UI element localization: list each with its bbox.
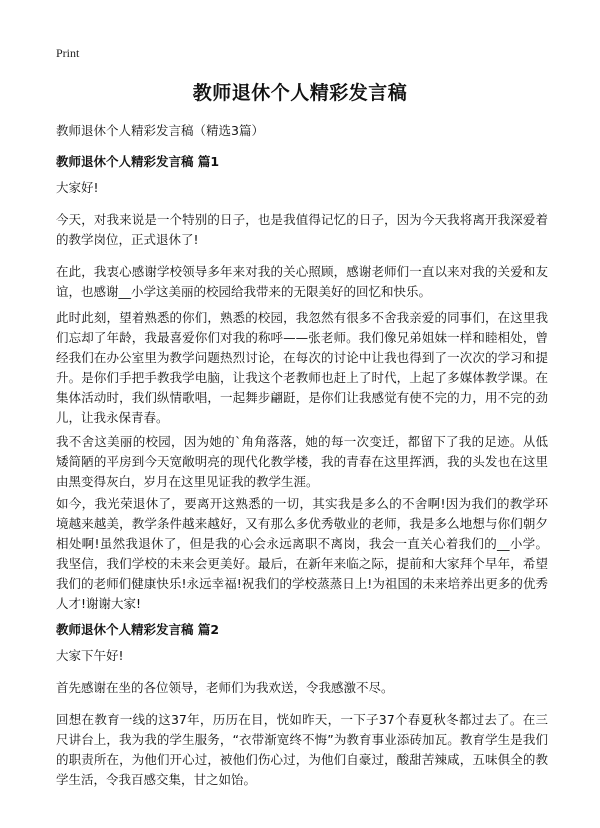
section-1-paragraph-1: 大家好! [56,180,99,195]
section-2-paragraph-1: 大家下午好! [56,648,124,663]
document-subtitle: 教师退休个人精彩发言稿（精选3篇） [56,123,264,138]
print-link[interactable]: Print [56,46,80,60]
section-1-paragraph-2: 今天，对我来说是一个特别的日子，也是我值得记忆的日子，因为今天我将离开我深爱着的教学岗位，正式退休了! [56,212,548,247]
section-2-paragraph-3: 回想在教育一线的这37年，历历在目，恍如昨天，一下子37个春夏秋冬都过去了。在三尺讲台上，我为我的学生服务，“衣带渐宽终不悔”为教育事业添砖加瓦。教育学生是我们的职责所在，为他们开心过，被他们伤心过，为他们自豪过，酸甜苦辣咸，五味俱全的教学生活，令我百感交集，甘之如饴。 [56,712,548,787]
section-1-paragraph-6: 如今，我光荣退休了，要离开这熟悉的一切，其实我是多么的不舍啊!因为我们的教学环境越来越美，教学条件越来越好，又有那么多优秀敬业的老师，我是多么地想与你们朝夕相处啊!虽然我退休了，但是我的心会永远离职不离岗，我会一直关心着我们的__小学。我坚信，我们学校的未来会更美好。最后，在新年来临之际，提前和大家拜个早年，希望我们的老师们健康快乐!永远幸福!祝我们的学校蒸蒸日上!为祖国的未来培养出更多的优秀人才!谢谢大家! [56,496,548,611]
section-1-heading: 教师退休个人精彩发言稿 篇1 [56,154,220,169]
section-2-heading: 教师退休个人精彩发言稿 篇2 [56,622,220,637]
page-title: 教师退休个人精彩发言稿 [192,82,408,104]
section-1-paragraph-3: 在此，我衷心感谢学校领导多年来对我的关心照顾，感谢老师们一直以来对我的关爱和友谊，也感谢__小学这美丽的校园给我带来的无限美好的回忆和快乐。 [56,264,548,299]
section-2-paragraph-2: 首先感谢在坐的各位领导，老师们为我欢送，令我感激不尽。 [56,680,394,695]
section-1-paragraph-4: 此时此刻，望着熟悉的你们，熟悉的校园，我忽然有很多不舍我亲爱的同事们，在这里我们忘却了年龄，我最喜爱你们对我的称呼——张老师。我们像兄弟姐妹一样和睦相处，曾经我们在办公室里为教学问题热烈讨论，在每次的讨论中让我也得到了一次次的学习和提升。是你们手把手教我学电脑，让我这个老教师也赶上了时代，上起了多媒体教学课。在集体活动时，我们纵情歌唱，一起舞步翩跹，是你们让我感觉有使不完的力，用不完的劲儿，让我永保青春。 [56,310,548,425]
section-1-paragraph-5: 我不舍这美丽的校园，因为她的`角角落落，她的每一次变迁，都留下了我的足迹。从低矮简陋的平房到今天宽敞明亮的现代化教学楼，我的青春在这里挥洒，我的头发也在这里由黑变得灰白，岁月在这里见证我的教学生涯。 [56,434,548,489]
